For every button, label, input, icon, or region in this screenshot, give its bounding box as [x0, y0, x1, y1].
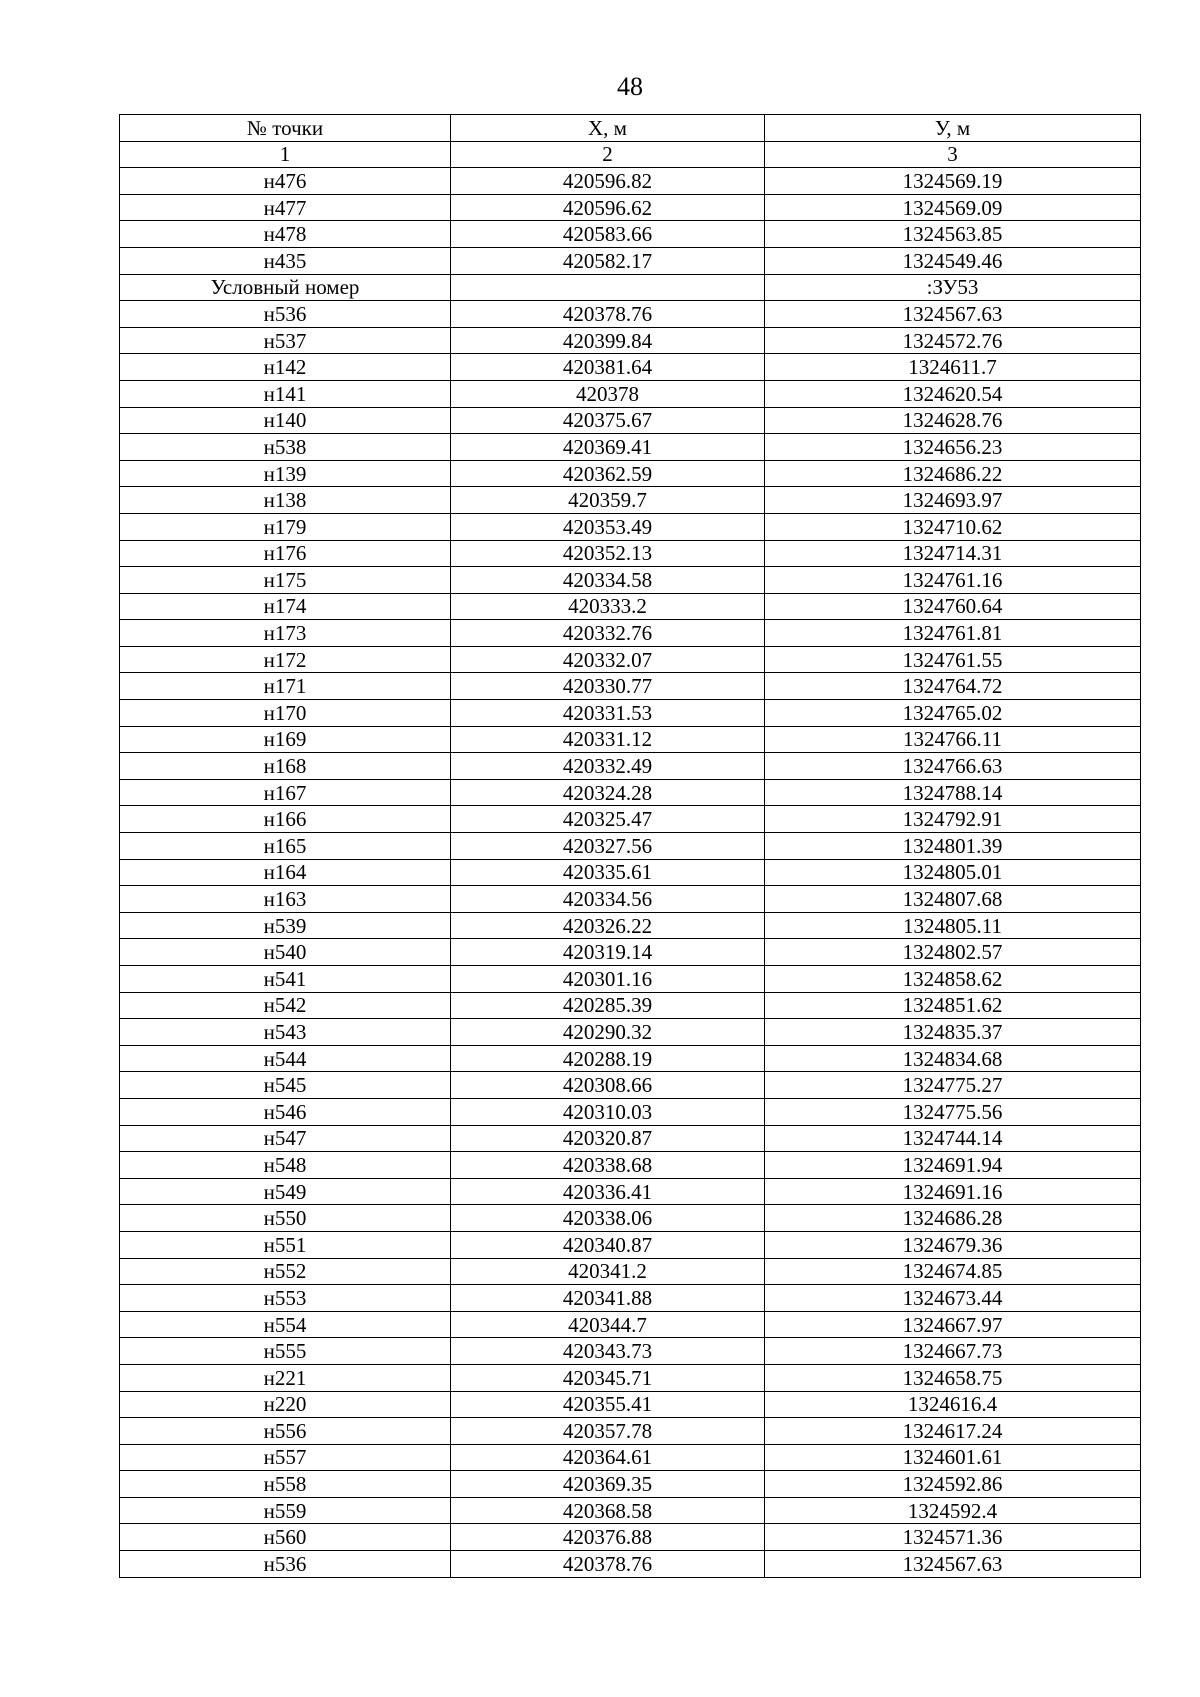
y-coordinate-cell: 1324567.63 [765, 301, 1141, 328]
y-coordinate-cell: 1324592.86 [765, 1471, 1141, 1498]
y-coordinate-cell: 1324616.4 [765, 1391, 1141, 1418]
y-coordinate-cell: 1324760.64 [765, 593, 1141, 620]
x-coordinate-cell: 420310.03 [451, 1098, 765, 1125]
point-number-cell: н555 [120, 1338, 451, 1365]
y-coordinate-cell: 1324766.11 [765, 726, 1141, 753]
table-row [120, 567, 1141, 594]
x-coordinate-cell: 420332.49 [451, 753, 765, 780]
point-number-cell: н165 [120, 833, 451, 860]
table-row [120, 1231, 1141, 1258]
column-number: 2 [451, 141, 765, 168]
table-row [120, 221, 1141, 248]
y-coordinate-cell: 1324801.39 [765, 833, 1141, 860]
x-coordinate-cell: 420344.7 [451, 1311, 765, 1338]
x-coordinate-cell: 420596.62 [451, 194, 765, 221]
point-number-cell: н179 [120, 513, 451, 540]
point-number-cell: н173 [120, 620, 451, 647]
table-row [120, 700, 1141, 727]
point-number-cell: н547 [120, 1125, 451, 1152]
point-number-cell: н559 [120, 1497, 451, 1524]
x-coordinate-cell: 420335.61 [451, 859, 765, 886]
y-coordinate-cell: 1324656.23 [765, 434, 1141, 461]
x-coordinate-cell: 420340.87 [451, 1231, 765, 1258]
y-coordinate-cell: 1324549.46 [765, 247, 1141, 274]
point-number-cell: н141 [120, 380, 451, 407]
point-number-cell: н169 [120, 726, 451, 753]
y-coordinate-cell: 1324714.31 [765, 540, 1141, 567]
table-row [120, 1098, 1141, 1125]
point-number-cell: н221 [120, 1364, 451, 1391]
table-row [120, 886, 1141, 913]
x-coordinate-cell: 420353.49 [451, 513, 765, 540]
x-coordinate-cell: 420596.82 [451, 168, 765, 195]
point-number-cell: н553 [120, 1285, 451, 1312]
y-coordinate-cell: 1324693.97 [765, 487, 1141, 514]
table-row [120, 992, 1141, 1019]
x-coordinate-cell: 420345.71 [451, 1364, 765, 1391]
point-number-cell: н139 [120, 460, 451, 487]
x-coordinate-cell: 420334.58 [451, 567, 765, 594]
table-row [120, 673, 1141, 700]
table-row [120, 274, 1141, 301]
header-row [120, 115, 1141, 142]
x-coordinate-cell: 420352.13 [451, 540, 765, 567]
table-row [120, 540, 1141, 567]
y-coordinate-cell: 1324766.63 [765, 753, 1141, 780]
table-row [120, 833, 1141, 860]
y-coordinate-cell: 1324775.27 [765, 1072, 1141, 1099]
table-row [120, 487, 1141, 514]
x-coordinate-cell: 420330.77 [451, 673, 765, 700]
y-coordinate-cell: 1324628.76 [765, 407, 1141, 434]
x-coordinate-cell: 420320.87 [451, 1125, 765, 1152]
header-x: Х, м [451, 115, 765, 142]
y-coordinate-cell: 1324572.76 [765, 327, 1141, 354]
x-coordinate-cell: 420378.76 [451, 301, 765, 328]
point-number-cell: н545 [120, 1072, 451, 1099]
point-number-cell: н548 [120, 1152, 451, 1179]
table-row [120, 859, 1141, 886]
point-number-cell: н551 [120, 1231, 451, 1258]
point-number-cell: н142 [120, 354, 451, 381]
x-coordinate-cell: 420334.56 [451, 886, 765, 913]
table-row [120, 434, 1141, 461]
x-coordinate-cell: 420364.61 [451, 1444, 765, 1471]
x-coordinate-cell: 420341.88 [451, 1285, 765, 1312]
point-number-cell: н435 [120, 247, 451, 274]
point-number-cell: н175 [120, 567, 451, 594]
y-coordinate-cell: 1324686.28 [765, 1205, 1141, 1232]
table-row [120, 1444, 1141, 1471]
table-row [120, 327, 1141, 354]
page-number: 48 [617, 72, 643, 101]
table-row [120, 1285, 1141, 1312]
y-coordinate-cell: 1324851.62 [765, 992, 1141, 1019]
point-number-cell: н171 [120, 673, 451, 700]
table-row [120, 1391, 1141, 1418]
y-coordinate-cell: 1324611.7 [765, 354, 1141, 381]
y-coordinate-cell: 1324744.14 [765, 1125, 1141, 1152]
table-row [120, 460, 1141, 487]
point-number-cell: н478 [120, 221, 451, 248]
y-coordinate-cell: 1324765.02 [765, 700, 1141, 727]
point-number-cell: н543 [120, 1019, 451, 1046]
y-coordinate-cell: 1324834.68 [765, 1045, 1141, 1072]
y-coordinate-cell: 1324761.16 [765, 567, 1141, 594]
y-coordinate-cell: 1324667.97 [765, 1311, 1141, 1338]
table-row [120, 939, 1141, 966]
y-coordinate-cell: 1324601.61 [765, 1444, 1141, 1471]
y-coordinate-cell: 1324802.57 [765, 939, 1141, 966]
point-number-cell: н558 [120, 1471, 451, 1498]
table-row [120, 354, 1141, 381]
point-number-cell: н550 [120, 1205, 451, 1232]
y-coordinate-cell: 1324691.16 [765, 1178, 1141, 1205]
table-row [120, 1125, 1141, 1152]
table-row [120, 1524, 1141, 1551]
point-number-cell: н166 [120, 806, 451, 833]
point-number-cell: н554 [120, 1311, 451, 1338]
point-number-cell: н544 [120, 1045, 451, 1072]
table-row [120, 1418, 1141, 1445]
point-number-cell: н477 [120, 194, 451, 221]
y-coordinate-cell: 1324667.73 [765, 1338, 1141, 1365]
table-row [120, 513, 1141, 540]
table-row [120, 726, 1141, 753]
table-row [120, 301, 1141, 328]
y-coordinate-cell: 1324617.24 [765, 1418, 1141, 1445]
table-row [120, 779, 1141, 806]
y-coordinate-cell: 1324679.36 [765, 1231, 1141, 1258]
x-coordinate-cell: 420378.76 [451, 1551, 765, 1578]
y-coordinate-cell: 1324805.01 [765, 859, 1141, 886]
point-number-cell: н176 [120, 540, 451, 567]
y-coordinate-cell: 1324761.81 [765, 620, 1141, 647]
x-coordinate-cell: 420338.06 [451, 1205, 765, 1232]
x-coordinate-cell: 420319.14 [451, 939, 765, 966]
table-row [120, 407, 1141, 434]
x-coordinate-cell: 420399.84 [451, 327, 765, 354]
column-number-row [120, 141, 1141, 168]
x-coordinate-cell: 420332.76 [451, 620, 765, 647]
x-coordinate-cell: 420325.47 [451, 806, 765, 833]
point-number-cell: н541 [120, 966, 451, 993]
x-coordinate-cell: 420308.66 [451, 1072, 765, 1099]
table-row [120, 912, 1141, 939]
coordinates-table [119, 114, 1141, 1578]
y-coordinate-cell: 1324710.62 [765, 513, 1141, 540]
x-coordinate-cell: 420369.35 [451, 1471, 765, 1498]
x-coordinate-cell: 420369.41 [451, 434, 765, 461]
x-coordinate-cell: 420288.19 [451, 1045, 765, 1072]
table-row [120, 1338, 1141, 1365]
point-number-cell: н167 [120, 779, 451, 806]
y-coordinate-cell: 1324686.22 [765, 460, 1141, 487]
table-header [120, 115, 1141, 168]
y-coordinate-cell: 1324571.36 [765, 1524, 1141, 1551]
table-row [120, 247, 1141, 274]
x-coordinate-cell: 420285.39 [451, 992, 765, 1019]
point-number-cell: н172 [120, 646, 451, 673]
y-coordinate-cell: 1324764.72 [765, 673, 1141, 700]
x-coordinate-cell: 420290.32 [451, 1019, 765, 1046]
x-coordinate-cell: 420359.7 [451, 487, 765, 514]
x-coordinate-cell: 420338.68 [451, 1152, 765, 1179]
table-row [120, 1178, 1141, 1205]
point-number-cell: н476 [120, 168, 451, 195]
x-coordinate-cell: 420362.59 [451, 460, 765, 487]
x-coordinate-cell: 420331.53 [451, 700, 765, 727]
x-coordinate-cell: 420326.22 [451, 912, 765, 939]
point-number-cell: н164 [120, 859, 451, 886]
point-number-cell: н140 [120, 407, 451, 434]
table-row [120, 753, 1141, 780]
point-number-cell: н538 [120, 434, 451, 461]
point-number-cell: н552 [120, 1258, 451, 1285]
x-coordinate-cell: 420341.2 [451, 1258, 765, 1285]
y-coordinate-cell: 1324620.54 [765, 380, 1141, 407]
y-coordinate-cell: 1324788.14 [765, 779, 1141, 806]
table-row [120, 646, 1141, 673]
column-number: 3 [765, 141, 1141, 168]
table-row [120, 1497, 1141, 1524]
x-coordinate-cell: 420378 [451, 380, 765, 407]
point-number-cell: н542 [120, 992, 451, 1019]
point-number-cell: н163 [120, 886, 451, 913]
x-coordinate-cell: 420301.16 [451, 966, 765, 993]
y-coordinate-cell: 1324567.63 [765, 1551, 1141, 1578]
x-coordinate-cell: 420583.66 [451, 221, 765, 248]
table-row [120, 1311, 1141, 1338]
table-row [120, 194, 1141, 221]
x-coordinate-cell: 420332.07 [451, 646, 765, 673]
point-number-cell: н540 [120, 939, 451, 966]
table-row [120, 966, 1141, 993]
x-coordinate-cell: 420327.56 [451, 833, 765, 860]
header-y: У, м [765, 115, 1141, 142]
y-coordinate-cell: 1324775.56 [765, 1098, 1141, 1125]
y-coordinate-cell: 1324592.4 [765, 1497, 1141, 1524]
point-number-cell: н560 [120, 1524, 451, 1551]
y-coordinate-cell: :ЗУ53 [765, 274, 1141, 301]
y-coordinate-cell: 1324569.09 [765, 194, 1141, 221]
point-number-cell: н537 [120, 327, 451, 354]
point-number-cell: н549 [120, 1178, 451, 1205]
y-coordinate-cell: 1324805.11 [765, 912, 1141, 939]
table-row [120, 1152, 1141, 1179]
point-number-cell: Условный номер [120, 274, 451, 301]
point-number-cell: н174 [120, 593, 451, 620]
x-coordinate-cell: 420381.64 [451, 354, 765, 381]
y-coordinate-cell: 1324792.91 [765, 806, 1141, 833]
point-number-cell: н546 [120, 1098, 451, 1125]
table-row [120, 1551, 1141, 1578]
table-row [120, 380, 1141, 407]
table-row [120, 1019, 1141, 1046]
x-coordinate-cell: 420324.28 [451, 779, 765, 806]
point-number-cell: н220 [120, 1391, 451, 1418]
table-row [120, 1471, 1141, 1498]
y-coordinate-cell: 1324673.44 [765, 1285, 1141, 1312]
y-coordinate-cell: 1324658.75 [765, 1364, 1141, 1391]
x-coordinate-cell: 420333.2 [451, 593, 765, 620]
table-row [120, 593, 1141, 620]
y-coordinate-cell: 1324691.94 [765, 1152, 1141, 1179]
table-row [120, 1205, 1141, 1232]
header-point-number: № точки [120, 115, 451, 142]
x-coordinate-cell: 420357.78 [451, 1418, 765, 1445]
x-coordinate-cell: 420368.58 [451, 1497, 765, 1524]
table-row [120, 1072, 1141, 1099]
y-coordinate-cell: 1324674.85 [765, 1258, 1141, 1285]
x-coordinate-cell: 420343.73 [451, 1338, 765, 1365]
x-coordinate-cell [451, 274, 765, 301]
table-row [120, 1258, 1141, 1285]
y-coordinate-cell: 1324807.68 [765, 886, 1141, 913]
x-coordinate-cell: 420355.41 [451, 1391, 765, 1418]
y-coordinate-cell: 1324569.19 [765, 168, 1141, 195]
y-coordinate-cell: 1324835.37 [765, 1019, 1141, 1046]
point-number-cell: н556 [120, 1418, 451, 1445]
point-number-cell: н138 [120, 487, 451, 514]
x-coordinate-cell: 420331.12 [451, 726, 765, 753]
table-body [120, 168, 1141, 1577]
table-row [120, 1364, 1141, 1391]
table-row [120, 620, 1141, 647]
table-row [120, 168, 1141, 195]
table-row [120, 806, 1141, 833]
point-number-cell: н557 [120, 1444, 451, 1471]
table-row [120, 1045, 1141, 1072]
x-coordinate-cell: 420336.41 [451, 1178, 765, 1205]
y-coordinate-cell: 1324761.55 [765, 646, 1141, 673]
point-number-cell: н536 [120, 1551, 451, 1578]
x-coordinate-cell: 420376.88 [451, 1524, 765, 1551]
point-number-cell: н536 [120, 301, 451, 328]
point-number-cell: н168 [120, 753, 451, 780]
point-number-cell: н170 [120, 700, 451, 727]
y-coordinate-cell: 1324563.85 [765, 221, 1141, 248]
x-coordinate-cell: 420582.17 [451, 247, 765, 274]
x-coordinate-cell: 420375.67 [451, 407, 765, 434]
column-number: 1 [120, 141, 451, 168]
y-coordinate-cell: 1324858.62 [765, 966, 1141, 993]
point-number-cell: н539 [120, 912, 451, 939]
